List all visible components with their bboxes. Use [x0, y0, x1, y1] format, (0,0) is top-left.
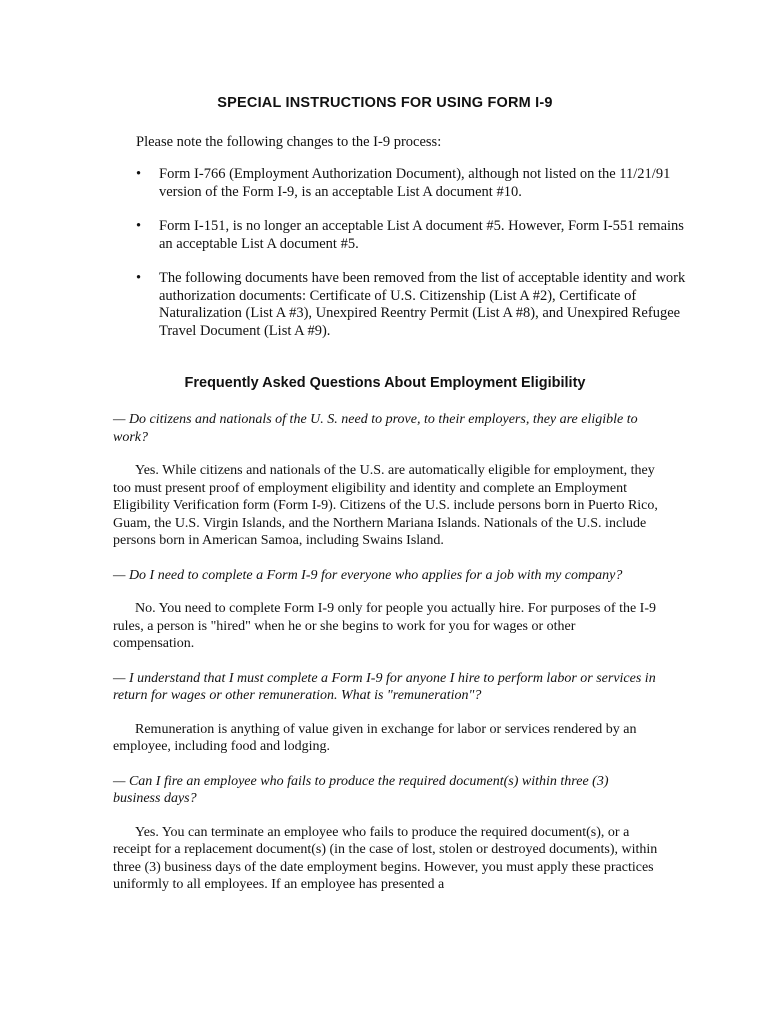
changes-list: [136, 166, 696, 357]
faq-answer: Yes. While citizens and nationals of the U.S. are automatically eligible for employment, they too must present proof of employment eligibility and identity and complete an Employment Eligibility Verification form (Form I-9). Citizens of the U.S. include persons born in Puerto Rico, Guam, the U.S. Virgin Islands, and the Northern Mariana Islands. Nationals of the U.S. include persons born in American Samoa, including Swains Island.: [113, 463, 658, 548]
bullet-marker: •: [136, 166, 142, 182]
list-item: [136, 166, 696, 201]
bullet-marker: •: [136, 270, 142, 286]
page-title: SPECIAL INSTRUCTIONS FOR USING FORM I-9: [217, 95, 553, 111]
list-item-text: The following documents have been removed from the list of acceptable identity and work authorization documents: Certificate of U.S. Citizenship (List A #2), Certificate of Naturalization (List A #3), Unexpired Reentry Permit (List A #8), and Unexpired Refugee Travel Document (List A #9).: [159, 270, 686, 339]
list-item-text: Form I-151, is no longer an acceptable List A document #5. However, Form I-551 remains an acceptable List A document #5.: [159, 218, 684, 252]
intro-text: Please note the following changes to the I-9 process:: [136, 134, 442, 150]
faq-question: — Do citizens and nationals of the U. S. need to prove, to their employers, they are eligible to work?: [113, 412, 638, 445]
bullet-marker: •: [136, 218, 142, 234]
faq-answer: Remuneration is anything of value given in exchange for labor or services rendered by an employee, including food and lodging.: [113, 721, 637, 754]
list-item: [136, 218, 696, 253]
faq-answer: Yes. You can terminate an employee who fails to produce the required document(s), or a receipt for a replacement document(s) (in the case of lost, stolen or destroyed documents), within three (3) business days of the date employment begins. However, you must apply these practices uniformly to all employees. If an employee has presented a: [113, 824, 658, 892]
faq-question: — Can I fire an employee who fails to produce the required document(s) within three (3) business days?: [113, 773, 609, 806]
faq-question: — I understand that I must complete a Form I-9 for anyone I hire to perform labor or services in return for wages or other remuneration. What is "remuneration"?: [113, 670, 656, 703]
faq-question: — Do I need to complete a Form I-9 for everyone who applies for a job with my company?: [113, 567, 623, 583]
list-item-text: Form I-766 (Employment Authorization Document), although not listed on the 11/21/91 version of the Form I-9, is an acceptable List A document #10.: [159, 166, 671, 200]
faq-answer: No. You need to complete Form I-9 only for people you actually hire. For purposes of the I-9 rules, a person is "hired" when he or she begins to work for you for wages or other compensation.: [113, 601, 657, 651]
faq-heading: Frequently Asked Questions About Employment Eligibility: [184, 375, 586, 391]
list-item: [136, 270, 696, 340]
faq-section: [113, 411, 658, 911]
